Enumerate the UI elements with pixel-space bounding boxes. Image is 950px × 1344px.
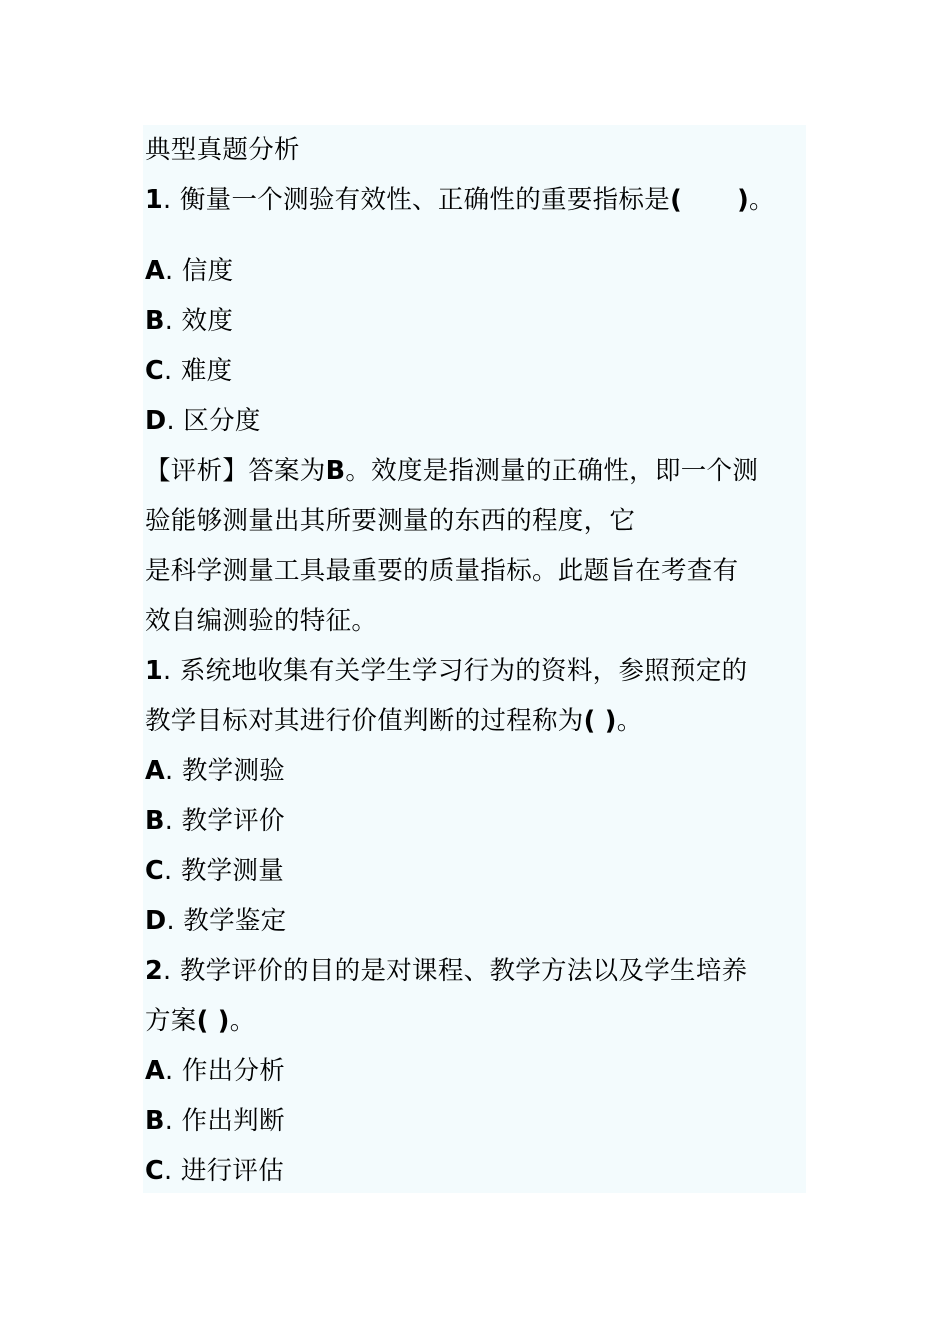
text-run: . 教学测量 (164, 856, 285, 886)
text-line (145, 353, 232, 389)
text-run: . 进行评估 (164, 1156, 285, 1186)
text-line (145, 753, 285, 789)
text-run: 。 (229, 1006, 256, 1036)
text-run: 效自编测验的特征。 (145, 606, 378, 636)
text-line (145, 853, 284, 889)
text-run: . 信度 (165, 256, 234, 286)
text-line (145, 1003, 256, 1039)
text-run: 方案 (145, 1006, 197, 1036)
text-line (145, 303, 233, 339)
text-run: 典型真题分析 (145, 135, 300, 165)
text-run: D (145, 906, 167, 936)
text-run: 教学目标对其进行价值判断的过程称为 (145, 706, 584, 736)
text-run: B (145, 1106, 165, 1136)
text-run: 【评析】答案为 (145, 456, 326, 486)
text-line (145, 182, 775, 218)
text-run: . 作出分析 (165, 1056, 286, 1086)
text-run: . 作出判断 (164, 1106, 285, 1136)
text-run: 是科学测量工具最重要的质量指标。此题旨在考查有 (145, 556, 739, 586)
text-run: 1 (145, 185, 164, 215)
text-run: D (145, 406, 167, 436)
text-run: 验能够测量出其所要测量的东西的程度，它 (145, 506, 636, 536)
text-line (145, 1153, 284, 1189)
text-run: . 区分度 (166, 406, 261, 436)
text-run: . 教学测验 (165, 756, 286, 786)
text-run: 1 (145, 656, 164, 686)
text-line (145, 553, 738, 589)
text-run: 。 (616, 706, 643, 736)
text-run: 2 (145, 956, 164, 986)
text-run: A (145, 256, 166, 286)
text-line (145, 953, 747, 989)
text-run: . 教学评价的目的是对课程、教学方法以及学生培养 (163, 956, 748, 986)
text-run: ( ) (196, 1006, 230, 1036)
text-run: . 系统地收集有关学生学习行为的资料，参照预定的 (163, 656, 748, 686)
text-run: B (325, 456, 346, 486)
text-line (145, 453, 758, 489)
text-run: C (145, 856, 165, 886)
text-run: . 教学鉴定 (166, 906, 287, 936)
text-run: C (145, 356, 165, 386)
text-line (145, 903, 286, 939)
text-line (145, 603, 377, 639)
text-run: B (145, 306, 165, 336)
text-line (145, 503, 635, 539)
text-run: . 衡量一个测验有效性、正确性的重要指标是 (163, 185, 671, 215)
text-run: C (145, 1156, 165, 1186)
text-line (145, 1103, 285, 1139)
text-run: . 教学评价 (164, 806, 285, 836)
text-line (145, 1053, 285, 1089)
text-run: A (145, 1056, 166, 1086)
text-run: 。效度是指测量的正确性，即一个测 (345, 456, 759, 486)
text-run: . 难度 (164, 356, 233, 386)
text-line (145, 653, 747, 689)
text-line (145, 253, 233, 289)
text-run: A (145, 756, 166, 786)
text-run: ( ) (670, 185, 750, 215)
text-run: B (145, 806, 165, 836)
text-run: 。 (749, 185, 775, 215)
text-run: . 效度 (164, 306, 234, 336)
text-line (145, 132, 300, 168)
text-run: ( ) (583, 706, 617, 736)
text-line (145, 803, 285, 839)
text-line (145, 703, 643, 739)
text-line (145, 403, 261, 439)
